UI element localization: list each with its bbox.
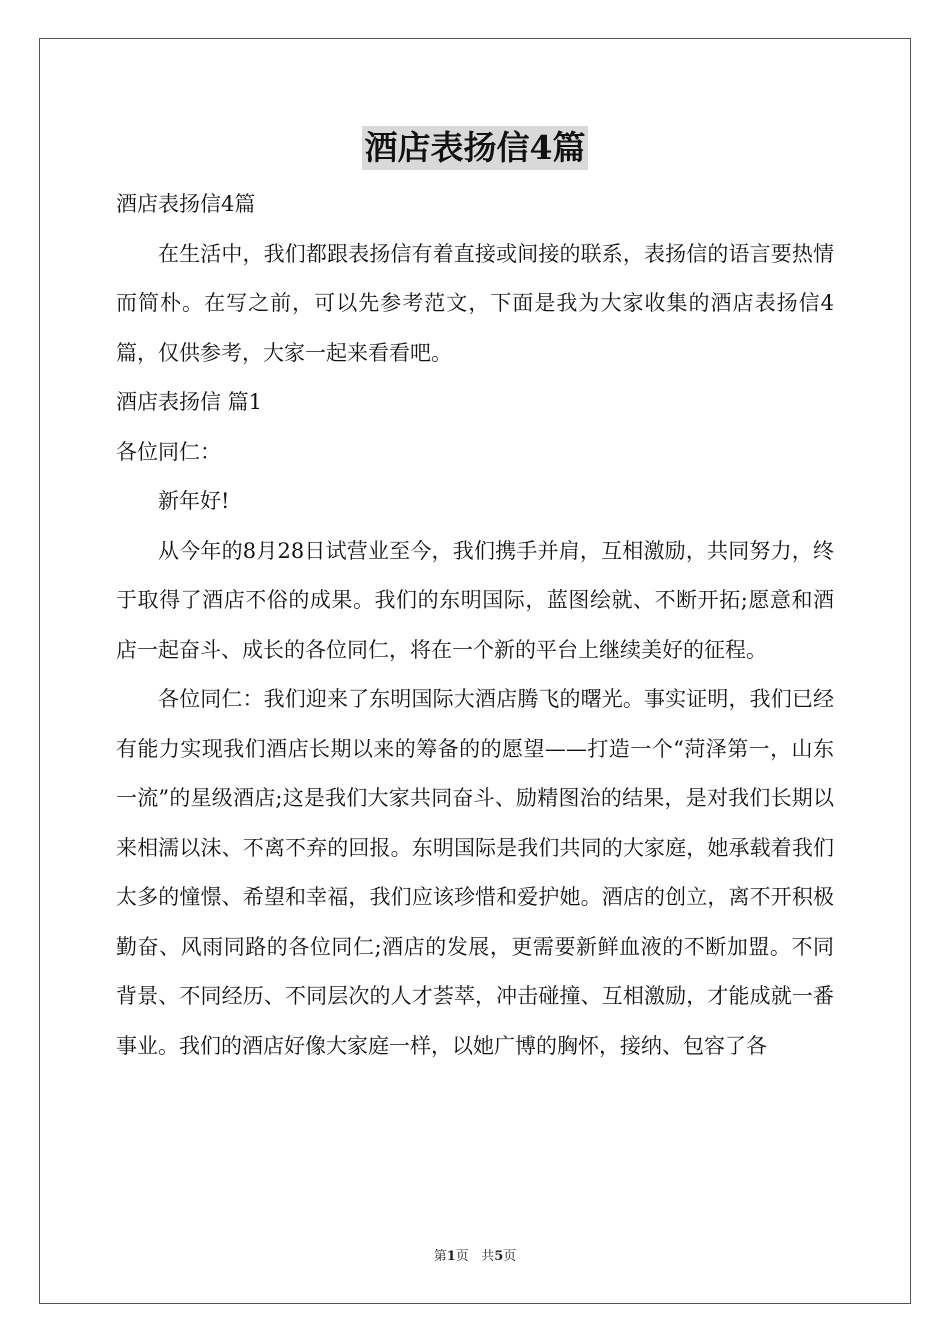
current-page-number: 1 <box>446 1249 456 1264</box>
document-title: 酒店表扬信4篇 <box>362 126 589 170</box>
total-pages-number: 5 <box>494 1249 504 1264</box>
footer-mid: 页 共 <box>455 1249 495 1264</box>
intro-paragraph: 在生活中，我们都跟表扬信有着直接或间接的联系，表扬信的语言要热情而简朴。在写之前，可以先参考范文，下面是我为大家收集的酒店表扬信4篇，仅供参考，大家一起来看看吧。 <box>116 241 834 365</box>
page-footer <box>0 1245 950 1264</box>
footer-prefix: 第 <box>433 1249 447 1264</box>
footer-suffix: 页 <box>503 1249 517 1264</box>
salutation: 各位同仁： <box>116 439 221 464</box>
section-heading: 酒店表扬信 篇1 <box>116 390 263 414</box>
body-paragraph: 各位同仁：我们迎来了东明国际大酒店腾飞的曙光。事实证明，我们已经有能力实现我们酒店长期以来的筹备的的愿望——打造一个“菏泽第一，山东一流”的星级酒店;这是我们大家共同奋斗、励精图治的结果，是对我们长期以来相濡以沫、不离不弃的回报。东明国际是我们共同的大家庭，她承载着我们太多的憧憬、希望和幸福，我们应该珍惜和爱护她。酒店的创立，离不开积极勤奋、风雨同路的各位同仁;酒店的发展，更需要新鲜血液的不断加盟。不同背景、不同经历、不同层次的人才荟萃，冲击碰撞、互相激励，才能成就一番事业。我们的酒店好像大家庭一样，以她广博的胸怀，接纳、包容了各 <box>116 687 834 1058</box>
subtitle-line: 酒店表扬信4篇 <box>116 192 256 216</box>
document-body <box>116 180 834 1071</box>
greeting: 新年好! <box>158 489 230 513</box>
title-container <box>0 126 950 170</box>
body-paragraph: 从今年的8月28日试营业至今，我们携手并肩，互相激励，共同努力，终于取得了酒店不俗的成果。我们的东明国际，蓝图绘就、不断开拓;愿意和酒店一起奋斗、成长的各位同仁，将在一个新的平台上继续美好的征程。 <box>116 538 834 662</box>
